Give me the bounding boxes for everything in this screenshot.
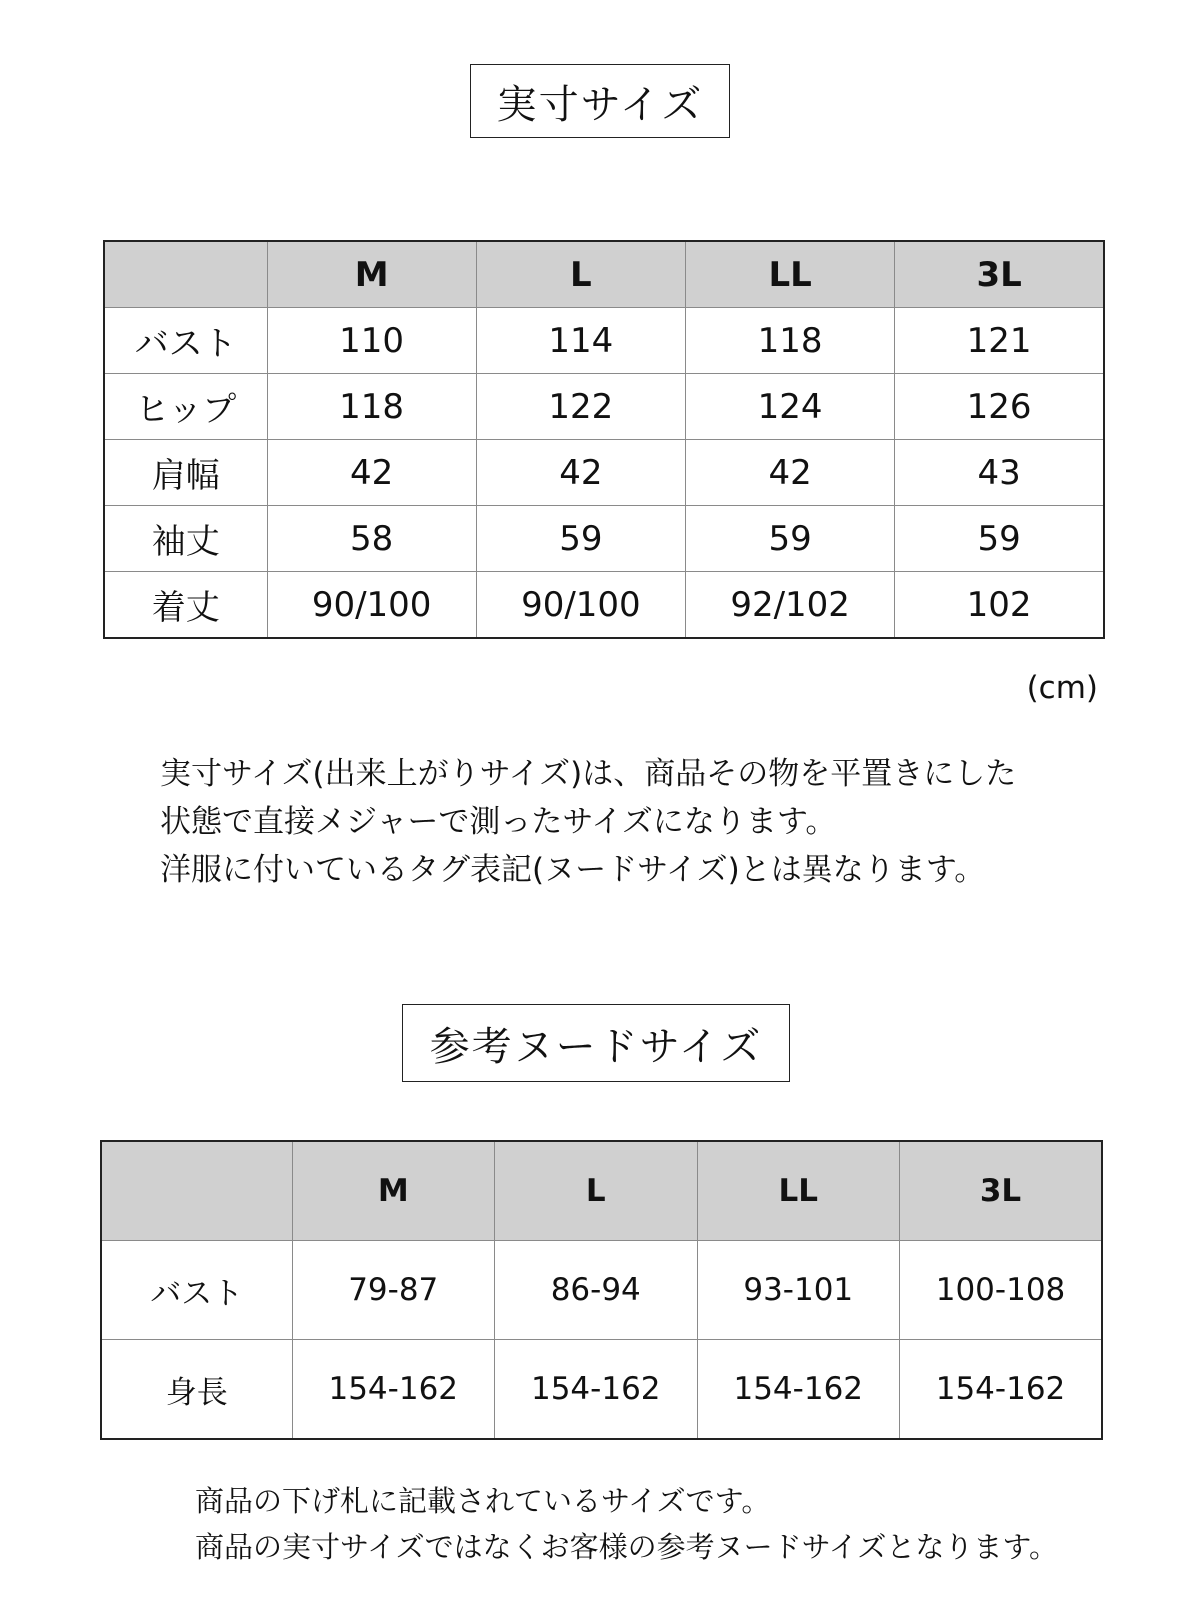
nude-size-title: 参考ヌードサイズ: [402, 1004, 790, 1082]
actual-size-note: [160, 750, 1016, 894]
actual-size-table: [103, 240, 1105, 639]
table-row: [101, 1241, 1102, 1340]
table-row: [101, 1340, 1102, 1440]
table-cell: 90/100: [476, 572, 685, 639]
note-line: 商品の下げ札に記載されているサイズです。: [195, 1484, 771, 1518]
row-label: 袖丈: [104, 506, 267, 572]
actual-size-title: 実寸サイズ: [470, 64, 730, 138]
row-label: バスト: [104, 308, 267, 374]
table-cell: 154-162: [495, 1340, 698, 1440]
table-header-row: [104, 241, 1104, 308]
table-cell: 43: [895, 440, 1104, 506]
table-cell: 110: [267, 308, 476, 374]
note-line: 商品の実寸サイズではなくお客様の参考ヌードサイズとなります。: [195, 1530, 1059, 1564]
note-line: 状態で直接メジャーで測ったサイズになります。: [160, 804, 837, 840]
table-row: [104, 506, 1104, 572]
table-cell: 121: [895, 308, 1104, 374]
nude-size-table: [100, 1140, 1103, 1440]
table-header-row: [101, 1141, 1102, 1241]
header-cell: M: [292, 1141, 495, 1241]
row-label: ヒップ: [104, 374, 267, 440]
table-row: [104, 374, 1104, 440]
header-cell: M: [267, 241, 476, 308]
table-cell: 79-87: [292, 1241, 495, 1340]
header-cell: L: [476, 241, 685, 308]
header-cell: [101, 1141, 292, 1241]
note-line: 実寸サイズ(出来上がりサイズ)は、商品その物を平置きにした: [160, 756, 1017, 792]
unit-label: (cm): [1026, 670, 1098, 706]
row-label: バスト: [101, 1241, 292, 1340]
table-cell: 118: [686, 308, 895, 374]
header-cell: 3L: [900, 1141, 1103, 1241]
row-label: 着丈: [104, 572, 267, 639]
table-row: [104, 440, 1104, 506]
row-label: 身長: [101, 1340, 292, 1440]
table-row: [104, 572, 1104, 639]
table-cell: 154-162: [292, 1340, 495, 1440]
table-cell: 58: [267, 506, 476, 572]
table-cell: 86-94: [495, 1241, 698, 1340]
header-cell: 3L: [895, 241, 1104, 308]
table-cell: 126: [895, 374, 1104, 440]
table-row: [104, 308, 1104, 374]
table-cell: 124: [686, 374, 895, 440]
header-cell: [104, 241, 267, 308]
header-cell: LL: [697, 1141, 900, 1241]
table-cell: 59: [476, 506, 685, 572]
table-cell: 154-162: [697, 1340, 900, 1440]
table-cell: 122: [476, 374, 685, 440]
table-cell: 42: [476, 440, 685, 506]
table-cell: 154-162: [900, 1340, 1103, 1440]
table-cell: 42: [267, 440, 476, 506]
table-cell: 59: [686, 506, 895, 572]
table-cell: 114: [476, 308, 685, 374]
note-line: 洋服に付いているタグ表記(ヌードサイズ)とは異なります。: [160, 852, 986, 888]
table-cell: 90/100: [267, 572, 476, 639]
header-cell: LL: [686, 241, 895, 308]
table-cell: 93-101: [697, 1241, 900, 1340]
row-label: 肩幅: [104, 440, 267, 506]
table-cell: 102: [895, 572, 1104, 639]
table-cell: 59: [895, 506, 1104, 572]
nude-size-note: [195, 1478, 1058, 1570]
table-cell: 92/102: [686, 572, 895, 639]
table-cell: 118: [267, 374, 476, 440]
table-cell: 42: [686, 440, 895, 506]
table-cell: 100-108: [900, 1241, 1103, 1340]
header-cell: L: [495, 1141, 698, 1241]
